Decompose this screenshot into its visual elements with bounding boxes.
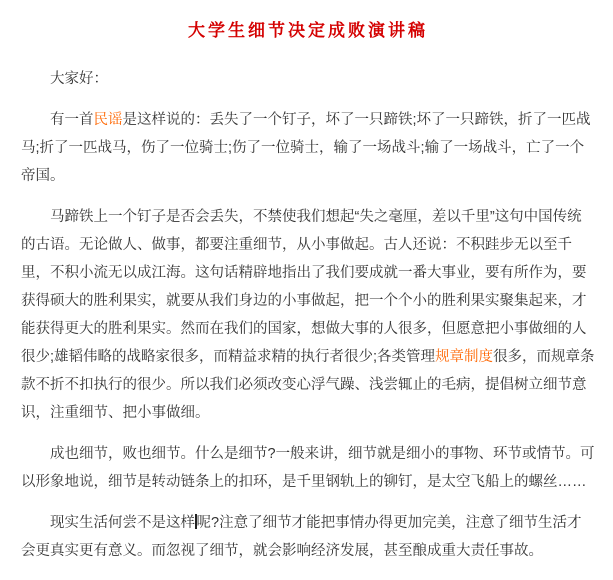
paragraph-what-is-detail bbox=[21, 440, 595, 496]
paragraph-real-life bbox=[21, 509, 595, 565]
text-run: 大家好： bbox=[50, 71, 108, 87]
paragraph-horseshoe bbox=[21, 203, 595, 427]
text-run: 是这样说的：丢失了一个钉子，坏了一只蹄铁;坏了一只蹄铁，折了一匹战马;折了一匹战马，伤了一位骑士;伤了一位骑士，输了一场战斗;输了一场战斗，亡了一个帝国。 bbox=[21, 112, 591, 184]
paragraph-greeting bbox=[21, 65, 595, 93]
text-run: 现实生活何尝不是这样 bbox=[50, 515, 195, 531]
paragraph-folk-song bbox=[21, 106, 595, 190]
keyword-link[interactable]: 规章制度 bbox=[435, 349, 494, 365]
text-run: 有一首 bbox=[50, 112, 94, 128]
keyword-link[interactable]: 民谣 bbox=[93, 112, 123, 128]
text-run: 成也细节，败也细节。什么是细节?一般来讲，细节就是细小的事物、环节或情节。可以形象地说，细节是转动链条上的扣环，是千里钢轨上的铆钉，是太空飞船上的螺丝…… bbox=[21, 446, 595, 490]
text-run: 很多，而规章条款不折不扣执行的很少。所以我们必须改变心浮气躁、浅尝辄止的毛病，提倡树立细节意识，注重细节、把小事做细。 bbox=[21, 349, 595, 421]
page-title: 大学生细节决定成败演讲稿 bbox=[188, 21, 428, 40]
text-run: 呢?注意了细节才能把事情办得更加完美，注意了细节生活才会更真实更有意义。而忽视了细节，就会影响经济发展，甚至酿成重大责任事故。 bbox=[21, 515, 582, 559]
text-run: 马蹄铁上一个钉子是否会丢失，不禁使我们想起“失之毫厘，差以千里”这句中国传统的古语。无论做人、做事，都要注重细节，从小事做起。古人还说：不积跬步无以至千里，不积小流无以成江海。这句话精辟地指出了我们要成就一番大事业，要有所作为，要获得硕大的胜利果实，就要从我们身边的小事做起，把一个个小的胜利果实聚集起来，才能获得更大的胜利果实。然而在我们的国家，想做大事的人很多，但愿意把小事做细的人很少;雄韬伟略的战略家很多，而精益求精的执行者很少;各类管理 bbox=[21, 209, 587, 365]
